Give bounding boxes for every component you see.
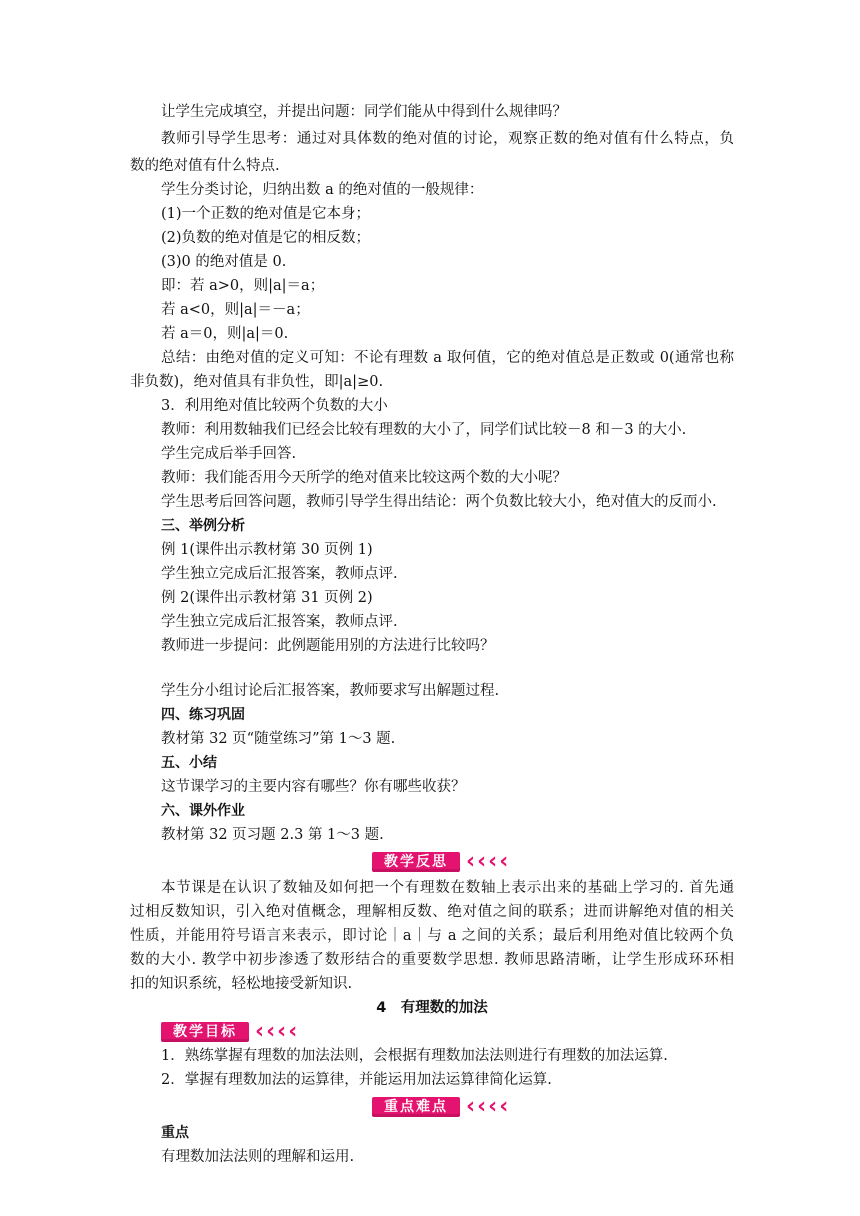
goals-banner-label: 教学目标	[161, 1022, 249, 1042]
paragraph-line: 例 1(课件出示教材第 30 页例 1)	[161, 542, 373, 558]
paragraph-line: 学生思考后回答问题，教师引导学生得出结论：两个负数比较大小，绝对值大的反而小.	[161, 494, 717, 510]
section-heading: 四、练习巩固	[161, 707, 245, 723]
subsection-heading: 重点	[161, 1125, 189, 1141]
paragraph-line: (3)0 的绝对值是 0.	[161, 254, 287, 270]
paragraph-line: 若 a＝0，则|a|＝0.	[161, 326, 289, 342]
section-heading: 五、小结	[161, 755, 217, 771]
chevron-left-icon: ‹ ‹ ‹ ‹	[466, 849, 509, 874]
chevron-left-icon: ‹ ‹ ‹ ‹	[466, 1094, 509, 1119]
paragraph-line: 过相反数知识，引入绝对值概念，理解相反数、绝对值之间的联系；进而讲解绝对值的相关	[130, 904, 734, 920]
reflection-banner-label: 教学反思	[372, 852, 460, 872]
paragraph-line: 即：若 a>0，则|a|＝a；	[161, 278, 325, 294]
paragraph-line: 学生分小组讨论后汇报答案，教师要求写出解题过程.	[161, 683, 500, 699]
paragraph-line: 教材第 32 页“随堂练习”第 1～3 题.	[161, 731, 396, 747]
paragraph-line: 学生独立完成后汇报答案，教师点评.	[161, 614, 398, 630]
goals-banner	[161, 1021, 299, 1043]
key-points-banner-label: 重点难点	[372, 1097, 460, 1117]
paragraph-line: 教材第 32 页习题 2.3 第 1～3 题.	[161, 827, 384, 843]
reflection-banner	[372, 851, 510, 873]
paragraph-line: 非负数)，绝对值具有非负性，即|a|≥0.	[130, 374, 384, 390]
paragraph-line: 教师进一步提问：此例题能用别的方法进行比较吗？	[161, 638, 495, 654]
paragraph-line: 学生独立完成后汇报答案，教师点评.	[161, 566, 398, 582]
paragraph-line: 例 2(课件出示教材第 31 页例 2)	[161, 590, 373, 606]
paragraph-line: 数的绝对值有什么特点.	[130, 158, 280, 174]
paragraph-line: (1)一个正数的绝对值是它本身；	[161, 206, 371, 222]
paragraph-line: 有理数加法法则的理解和运用.	[161, 1149, 355, 1165]
chapter-title: 4 有理数的加法	[376, 1000, 488, 1016]
paragraph-line: 扣的知识系统，轻松地接受新知识.	[130, 976, 353, 992]
paragraph-line: 学生完成后举手回答.	[161, 446, 297, 462]
paragraph-line: 这节课学习的主要内容有哪些？你有哪些收获？	[161, 779, 466, 795]
paragraph-line: 让学生完成填空，并提出问题：同学们能从中得到什么规律吗？	[161, 104, 567, 120]
paragraph-line: 总结：由绝对值的定义可知：不论有理数 a 取何值，它的绝对值总是正数或 0(通常也称	[161, 350, 734, 366]
paragraph-line: 教师引导学生思考：通过对具体数的绝对值的讨论，观察正数的绝对值有什么特点，负	[161, 131, 734, 147]
paragraph-line: 学生分类讨论，归纳出数 a 的绝对值的一般规律：	[161, 182, 484, 198]
key-points-banner	[372, 1096, 510, 1118]
paragraph-line: 性质，并能用符号语言来表示，即讨论｜a｜与 a 之间的关系；最后利用绝对值比较两个负	[130, 928, 734, 944]
paragraph-line: 1．熟练掌握有理数的加法法则，会根据有理数加法法则进行有理数的加法运算.	[161, 1048, 668, 1064]
paragraph-line: 3．利用绝对值比较两个负数的大小	[161, 398, 388, 414]
section-heading: 三、举例分析	[161, 518, 245, 534]
paragraph-line: (2)负数的绝对值是它的相反数；	[161, 230, 371, 246]
paragraph-line: 2．掌握有理数加法的运算律，并能运用加法运算律简化运算.	[161, 1072, 552, 1088]
paragraph-line: 教师：我们能否用今天所学的绝对值来比较这两个数的大小呢？	[161, 470, 567, 486]
paragraph-line: 若 a<0，则|a|＝－a；	[161, 302, 310, 318]
section-heading: 六、课外作业	[161, 803, 245, 819]
paragraph-line: 数的大小. 教学中初步渗透了数形结合的重要数学思想. 教师思路清晰，让学生形成环环相	[130, 952, 734, 968]
paragraph-line: 本节课是在认识了数轴及如何把一个有理数在数轴上表示出来的基础上学习的. 首先通	[161, 880, 734, 896]
paragraph-line: 教师：利用数轴我们已经会比较有理数的大小了，同学们试比较－8 和－3 的大小.	[161, 422, 687, 438]
chevron-left-icon: ‹ ‹ ‹ ‹	[255, 1019, 298, 1044]
